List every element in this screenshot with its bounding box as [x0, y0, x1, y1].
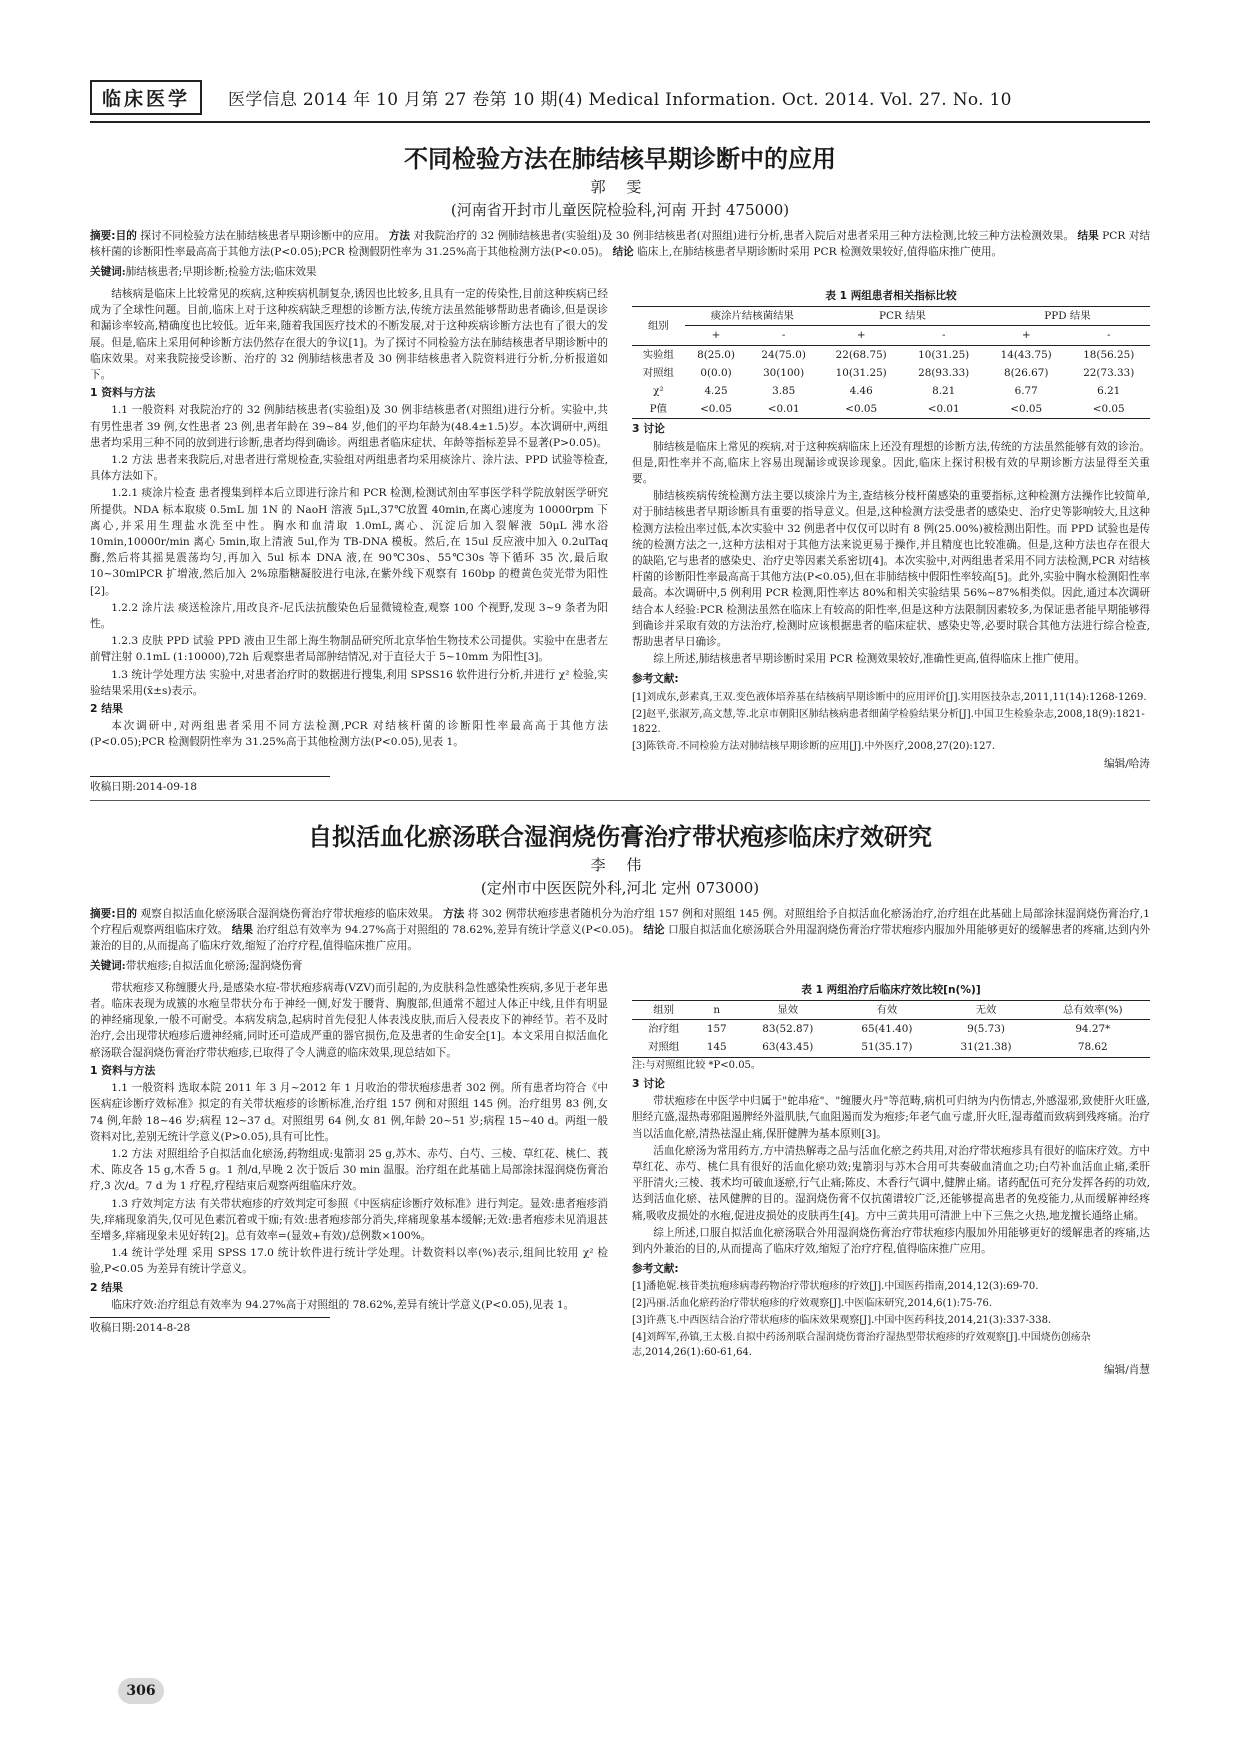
paragraph: 1.1 一般资料 对我院治疗的 32 例肺结核患者(实验组)及 30 例非结核患者(对照组)进行分析。实验中,共有男性患者 39 例,女性患者 23 例,患者年龄在 39~84 岁,他们的平均年龄为(48.4±1.5)岁。本次调研中,两组患者均采用三种不同的放到进行诊断,患者均得到确诊。两组患者临床症状、年龄等指标差异不显著(P>0.05)。: [90, 404, 608, 449]
references-title: 参考文献:: [632, 1263, 679, 1276]
article-1-keywords: [90, 264, 1150, 280]
table-cell: 83(52.87): [762, 1023, 814, 1036]
table-cell: 24(75.0): [761, 348, 806, 361]
table-cell: 22(68.75): [835, 348, 887, 361]
table-cell: 18(56.25): [1083, 348, 1135, 361]
result-label: 结果: [231, 923, 253, 936]
article-1-title: 不同检验方法在肺结核早期诊断中的应用: [404, 145, 836, 173]
table-header: 无效: [975, 1004, 997, 1017]
article-2-abstract: [90, 906, 1150, 954]
table-cell: 实验组: [642, 348, 674, 361]
section-tag: 临床医学: [90, 80, 202, 115]
table-cell: 8.21: [932, 385, 956, 398]
method-label: 方法: [442, 907, 465, 920]
paragraph: 1.2 方法 对照组给予自拟活血化瘀汤,药物组成:鬼箭羽 25 g,苏木、赤芍、白芍、三棱、草红花、桃仁、莪术、陈皮各 15 g,木香 5 g。1 剂/d,早晚 2 次于饭后 30 min 温服。治疗组在此基础上局部涂抹湿润烧伤膏治疗,3 次/d。7 d 为 1 疗程,疗程结束后观察两组临床疗效。: [90, 1147, 608, 1193]
journal-page: [90, 80, 1150, 1379]
table-header: -: [941, 329, 946, 342]
table-cell: 10(31.25): [835, 366, 887, 379]
intro-paragraph: 带状疱疹又称缠腰火丹,是感染水痘-带状疱疹病毒(VZV)而引起的,为皮肤科急性感染性疾病,多见于老年患者。临床表现为成簇的水疱呈带状分布于神经一侧,好发于腰背、胸腹部,但通常不超过人体正中线,且伴有明显的神经痛现象,一般不可耐受。本病发病急,起病时首先侵犯人体表浅皮肤,而后入侵表皮下的神经节。若不及时治疗,会出现带状疱疹后遗神经痛,同时还可造成严重的器官损伤,危及患者的生命安全[1]。本文采用自拟活血化瘀汤联合湿润烧伤膏治疗带状疱疹,已取得了令人满意的临床效果,现总结如下。: [90, 981, 608, 1059]
editor-credit: 编辑/哈涛: [1104, 757, 1150, 770]
table-row: [632, 1020, 1150, 1039]
paragraph: 1.2.1 痰涂片检查 患者搜集到样本后立即进行涂片和 PCR 检测,检测试剂由军事医学科学院放射医学研究所提供。NDA 标本取痰 0.5mL 加 1N 的 NaoH 溶液 5μL,37℃放置 40min,在离心速度为 10000rpm 下离心,并采用生理盐水洗至中性。胸水和血清取 1.0mL,离心、沉淀后加入裂解液 50μL 沸水浴 10min,10000r/min 离心 5min,取上清液 5ul,作为 TB-DNA 模板。然后,在 15ul 反应液中加入 0.2ulTaq 酶,然后将其摇晃震荡均匀,再加入 5ul 标本 DNA 液,在 90℃30s、55℃30s 等下循环 35 次,最后取 10~30mlPCR 扩增液,然后加入 2%琼脂糖凝胶进行电泳,在紫外线下观察有 160bp 的橙黄色荧光带为阳性[2]。: [90, 487, 608, 597]
paragraph: 1.3 疗效判定方法 有关带状疱疹的疗效判定可参照《中医病症诊断疗效标准》进行判定。显效:患者疱疹消失,痒痛现象消失,仅可见色素沉着或干痂;有效:患者疱疹部分消失,痒痛现象基本缓解;无效:患者疱疹未见消退甚至增多,痒痛现象未见好转[2]。总有效率=(显效+有效)/总例数×100%。: [90, 1197, 608, 1242]
section-heading: 1 资料与方法: [90, 386, 156, 400]
table-cell: <0.05: [845, 403, 878, 416]
abstract-conclusion: 临床上,在肺结核患者早期诊断时采用 PCR 检测效果较好,值得临床推广使用。: [637, 246, 1003, 258]
article-divider: [90, 800, 1150, 801]
table-note: 注:与对照组比较 *P<0.05。: [632, 1059, 761, 1071]
article-1: [90, 139, 1150, 794]
table-cell: <0.05: [700, 403, 732, 416]
table-cell: 治疗组: [648, 1023, 680, 1036]
table-header: n: [713, 1004, 721, 1017]
table-cell: <0.01: [927, 403, 960, 416]
abstract-label: 摘要:: [90, 907, 116, 920]
article-1-author: 郭 雯: [590, 178, 650, 196]
result-label: 结果: [1077, 230, 1099, 242]
section-heading: 2 结果: [90, 1280, 123, 1294]
table-cell: 3.85: [772, 385, 796, 398]
table-row: [632, 400, 1150, 419]
table-caption: 表 1 两组治疗后临床疗效比较[n(%)]: [801, 983, 981, 996]
table-cell: 6.21: [1097, 385, 1121, 398]
table-row: [632, 382, 1150, 400]
table-header: 显效: [777, 1004, 799, 1017]
table-header: 痰涂片结核菌结果: [685, 307, 820, 326]
table-row: [632, 364, 1150, 382]
abstract-label: 摘要:: [90, 230, 116, 242]
table-cell: <0.05: [1010, 403, 1043, 416]
table-cell: 对照组: [642, 366, 674, 379]
paragraph: 本次调研中,对两组患者采用不同方法检测,PCR 对结核杆菌的诊断阳性率最高高于其他方法(P<0.05);PCR 检测假阴性率为 31.25%高于其他检测方法(P<0.05),见表 1。: [90, 720, 608, 749]
keywords-label: 关键词:: [90, 959, 126, 972]
table-row: [632, 1038, 1150, 1057]
section-heading: 2 结果: [90, 702, 123, 716]
purpose-label: 目的: [115, 230, 137, 242]
article-2-left-column: [90, 980, 608, 1379]
table-cell: 31(21.38): [960, 1041, 1012, 1054]
reference-item: [1]刘成东,彭素真,王双.变色液体培养基在结核病早期诊断中的应用评价[J].实用医技杂志,2011,11(14):1268-1269.: [632, 691, 1147, 703]
keywords-text: 带状疱疹;自拟活血化瘀汤;湿润烧伤膏: [125, 959, 303, 972]
paragraph: 1.2.2 涂片法 痰送检涂片,用改良齐-尼氏法抗酸染色后显微镜检查,观察 100 个视野,发现 3~9 条者为阳性。: [90, 601, 608, 631]
paragraph: 肺结核疾病传统检测方法主要以痰涂片为主,查结核分枝杆菌感染的重要指标,这种检测方法操作比较简单,对于肺结核患者早期诊断具有重要的指导意义。但是,这种检测方法受患者的感染史、治疗史等影响较大,且这种检测方法检出率过低,本次实验中 32 例患者中仅仅可以时有 8 例(25.00%)被检测出阳性。而 PPD 试验也是传统的检测方法之一,这种方法相对于其他方法来说更易于操作,并且精度也比较准确。但是,这种方法也存在很大的缺陷,它与患者的感染史、治疗史等因素关系密切[4]。本次实验中,对两组患者采用不同方法检测,PCR 对结核杆菌的诊断阳性率最高高于其他方法(P<0.05),但在非肺结核中假阳性率较高[5]。此外,实验中胸水检测阳性率最高。本次调研中,5 例利用 PCR 检测,阳性率达 80%和相关实验结果 56%~87%相类似。因此,通过本次调研结合本人经验:PCR 检测法虽然在临床上有较高的阳性率,但是这种方法限制因素较多,为保证患者能早期能够得到确诊并采取有效的方法治疗,检测时应该根据患者的临床症状、感染史等,必要时联合其他方法进行综合检查,帮助患者早日确诊。: [632, 490, 1150, 649]
page-header: [90, 80, 1150, 123]
table-cell: 4.25: [704, 385, 728, 398]
table-header: PPD 结果: [985, 307, 1150, 326]
article-2: [90, 817, 1150, 1379]
abstract-method: 对我院治疗的 32 例肺结核患者(实验组)及 30 例非结核患者(对照组)进行分析,患者入院后对患者采用三种方法检测,比较三种方法检测效果。: [413, 230, 1074, 242]
table-header: 组别: [647, 319, 669, 332]
table-cell: 8(25.0): [697, 348, 735, 361]
references-title: 参考文献:: [632, 673, 679, 686]
table-cell: 78.62: [1077, 1041, 1108, 1054]
article-2-right-column: [632, 980, 1150, 1379]
editor-credit: 编辑/肖慧: [1104, 1364, 1150, 1377]
journal-line: 医学信息 2014 年 10 月第 27 卷第 10 期(4) Medical Information. Oct. 2014. Vol. 27. No. 10: [228, 90, 1012, 110]
article-1-left-column: [90, 286, 608, 772]
results-table: [632, 306, 1150, 419]
received-date: 收稿日期:2014-09-18: [90, 776, 330, 794]
article-1-right-column: [632, 286, 1150, 772]
abstract-purpose: 探讨不同检验方法在肺结核患者早期诊断中的应用。: [140, 230, 386, 242]
paragraph: 活血化瘀汤为常用药方,方中清热解毒之品与活血化瘀之药共用,对治疗带状疱疹具有很好的临床疗效。方中草红花、赤芍、桃仁具有很好的活血化瘀功效;鬼箭羽与苏木合用可共奏破血清血之功;白芍补血活血止痛,柔肝平肝清火;三棱、莪术均可破血逐瘀,行气止痛;陈皮、木香行气调中,健脾止痛。诸药配伍可充分发挥各药的功效,达到活血化瘀、祛风健脾的目的。湿润烧伤膏不仅抗菌谱较广泛,还能够提高患者的免疫能力,从而缓解神经疼痛,吸收皮损处的水疱,促进皮损处的皮肤再生[4]。方中三黄共用可清泄上中下三焦之火热,地龙擅长通络止痛。: [632, 1144, 1150, 1222]
table-header: 总有效率(%): [1063, 1004, 1123, 1017]
abstract-result: 治疗组总有效率为 94.27%高于对照组的 78.62%,差异有统计学意义(P<0.05)。: [256, 923, 640, 936]
abstract-result: PCR 对结核杆菌的诊断阳性率最高高于其他方法(P<0.05);PCR 检测假阴性率为 31.25%高于其他检测方法(P<0.05)。: [90, 230, 1151, 258]
table-cell: 10(31.25): [918, 348, 970, 361]
table-cell: 对照组: [648, 1041, 680, 1054]
article-2-affiliation: (定州市中医医院外科,河北 定州 073000): [480, 878, 760, 897]
table-cell: P值: [649, 403, 668, 416]
table-cell: 28(93.33): [918, 366, 970, 379]
paragraph: 1.3 统计学处理方法 实验中,对患者治疗时的数据进行搜集,利用 SPSS16 软件进行分析,并进行 χ² 检验,实验结果采用(x̄±s)表示。: [90, 668, 608, 697]
reference-item: [4]刘辉军,孙镇,王太极.自拟中药汤剂联合湿润烧伤膏治疗湿热型带状疱疹的疗效观察[J].中国烧伤创疡杂志,2014,26(1):60-61,64.: [632, 1332, 1091, 1359]
table-header: +: [856, 329, 866, 342]
table-cell: <0.01: [767, 403, 800, 416]
table-cell: 6.77: [1014, 385, 1038, 398]
section-heading: 1 资料与方法: [90, 1063, 156, 1077]
table-header: 组别: [653, 1004, 675, 1017]
reference-item: [1]潘艳妮.核苷类抗疱疹病毒药物治疗带状疱疹的疗效[J].中国医药指南,2014,12(3):69-70.: [632, 1281, 1039, 1293]
table-header: -: [781, 329, 786, 342]
table-caption: 表 1 两组患者相关指标比较: [825, 290, 957, 302]
paragraph: 带状疱疹在中医学中归属于"蛇串疮"、"缠腰火丹"等范畴,病机可归纳为内伤情志,外感湿邪,致使肝火旺盛,胆经亢盛,湿热毒邪阻遏脾经外溢肌肤,气血阻遏而发为疱疹;年老气血亏虚,肝火旺,湿毒蕴而致病到残疼痛。治疗当以活血化瘀,清热祛湿止痛,保肝健脾为基本原则[3]。: [632, 1095, 1150, 1140]
table-header: +: [1021, 329, 1031, 342]
paragraph: 综上所述,口服自拟活血化瘀汤联合外用湿润烧伤膏治疗带状疱疹内服加外用能够更好的缓解患者的疼痛,达到内外兼治的目的,从而提高了临床疗效,缩短了治疗疗程,值得临床推广应用。: [632, 1226, 1150, 1255]
paragraph: 综上所述,肺结核患者早期诊断时采用 PCR 检测效果较好,准确性更高,值得临床上推广使用。: [653, 653, 1086, 666]
article-2-author: 李 伟: [590, 855, 650, 874]
article-1-abstract: [90, 228, 1150, 260]
table-cell: 94.27*: [1075, 1023, 1111, 1036]
table-cell: <0.05: [1092, 403, 1125, 416]
reference-item: [2]冯丽.活血化瘀药治疗带状疱疹的疗效观察[J].中医临床研究,2014,6(1):75-76.: [632, 1298, 993, 1310]
table-cell: 65(41.40): [861, 1023, 913, 1036]
table-cell: 30(100): [763, 366, 805, 379]
conclusion-label: 结论: [612, 246, 634, 258]
page-number: 306: [118, 1678, 164, 1704]
table-cell: 9(5.73): [967, 1023, 1005, 1036]
abstract-conclusion: 口服自拟活血化瘀汤联合外用湿润烧伤膏治疗带状疱疹内服加外用能够更好的缓解患者的疼痛,达到内外兼治的目的,从而提高了临床疗效,缩短了治疗疗程,值得临床推广应用。: [90, 923, 1151, 952]
abstract-purpose: 观察自拟活血化瘀汤联合湿润烧伤膏治疗带状疱疹的临床效果。: [140, 907, 440, 920]
paragraph: 肺结核是临床上常见的疾病,对于这种疾病临床上还没有理想的诊断方法,传统的方法虽然能够有效的诊治。但是,阳性率并不高,临床上容易出现漏诊或误诊现象。因此,临床上探讨积极有效的早期诊断方法显得至关重要。: [632, 440, 1150, 486]
table-header: -: [1106, 329, 1111, 342]
paragraph: 1.2 方法 患者来我院后,对患者进行常规检查,实验组对两组患者均采用痰涂片、涂片法、PPD 试验等检查,具体方法如下。: [90, 454, 608, 483]
table-cell: 14(43.75): [1000, 348, 1052, 361]
section-heading: 3 讨论: [632, 422, 665, 436]
paragraph: 1.2.3 皮肤 PPD 试验 PPD 液由卫生部上海生物制品研究所北京华怡生物技术公司提供。实验中在患者左前臂注射 0.1mL (1:10000),72h 后观察患者局部肿结情况,对于直径大于 5~10mm 为阳性[3]。: [90, 635, 608, 664]
table-cell: 8(26.67): [1003, 366, 1049, 379]
section-heading: 3 讨论: [632, 1076, 665, 1090]
table-cell: 0(0.0): [700, 366, 732, 379]
table-header: 有效: [876, 1004, 898, 1017]
table-header: +: [711, 329, 721, 342]
table-cell: 157: [706, 1023, 727, 1036]
paragraph: 临床疗效:治疗组总有效率为 94.27%高于对照组的 78.62%,差异有统计学意义(P<0.05),见表 1。: [111, 1298, 575, 1311]
efficacy-table: [632, 1000, 1150, 1058]
article-2-title: 自拟活血化瘀汤联合湿润烧伤膏治疗带状疱疹临床疗效研究: [308, 822, 932, 851]
table-cell: 22(73.33): [1083, 366, 1135, 379]
reference-item: [3]许燕飞.中西医结合治疗带状疱疹的临床效果观察[J].中国中医药科技,2014,21(3):337-338.: [632, 1315, 1052, 1327]
keywords-text: 肺结核患者;早期诊断;检验方法;临床效果: [125, 266, 317, 278]
table-header: PCR 结果: [820, 307, 985, 326]
paragraph: 1.4 统计学处理 采用 SPSS 17.0 统计软件进行统计学处理。计数资料以率(%)表示,组间比较用 χ² 检验,P<0.05 为差异有统计学意义。: [90, 1247, 608, 1276]
received-date: 收稿日期:2014-8-28: [90, 1317, 330, 1336]
purpose-label: 目的: [115, 907, 138, 920]
keywords-label: 关键词:: [90, 266, 126, 278]
table-cell: 145: [706, 1041, 727, 1054]
conclusion-label: 结论: [643, 923, 665, 936]
intro-paragraph: 结核病是临床上比较常见的疾病,这种疾病机制复杂,诱因也比较多,且具有一定的传染性,目前这种疾病已经成为了全球性问题。目前,临床上对于这种疾病缺乏理想的诊断方法,传统方法虽然能够帮助患者确诊,但是误诊和漏诊率较高,精确度也比较低。近年来,随着我国医疗技术的不断发展,对于这种疾病诊断方法也有了很大的发展。但是,临床上采用何种诊断方法仍然存在很大的争议[1]。为了探讨不同检验方法在肺结核患者早期诊断中的临床效果。对来我院接受诊断、治疗的 32 例肺结核患者及 30 例非结核患者入院资料进行分析,分析报道如下。: [90, 288, 608, 382]
paragraph: 1.1 一般资料 选取本院 2011 年 3 月~2012 年 1 月收治的带状疱疹患者 302 例。所有患者均符合《中医病症诊断疗效标准》拟定的有关带状疱疹的诊断标准,治疗组 157 例和对照组 145 例。治疗组男 83 例,女 74 例,年龄 18~46 岁;病程 12~37 d。对照组男 64 例,女 81 例,年龄 20~51 岁;病程 15~40 d。两组一般资料对比,差别无统计学意义(P>0.05),具有可比性。: [90, 1082, 608, 1143]
reference-item: [3]陈铁奇.不同检验方法对肺结核早期诊断的应用[J].中外医疗,2008,27(20):127.: [632, 740, 996, 752]
article-2-keywords: [90, 958, 1150, 974]
table-cell: 4.46: [849, 385, 873, 398]
table-cell: 51(35.17): [861, 1041, 913, 1054]
method-label: 方法: [388, 230, 410, 242]
table-cell: 63(43.45): [762, 1041, 814, 1054]
abstract-method: 将 302 例带状疱疹患者随机分为治疗组 157 例和对照组 145 例。对照组给予自拟活血化瘀汤治疗,治疗组在此基础上局部涂抹湿润烧伤膏治疗,1 个疗程后观察两组临床疗效。: [90, 907, 1150, 936]
article-1-affiliation: (河南省开封市儿童医院检验科,河南 开封 475000): [450, 201, 790, 219]
reference-item: [2]赵平,张淑芳,高文慧,等.北京市朝阳区肺结核病患者细菌学检验结果分析[J].中国卫生检验杂志,2008,18(9):1821-1822.: [632, 708, 1145, 735]
table-row: [632, 345, 1150, 364]
table-cell: χ²: [653, 385, 664, 398]
